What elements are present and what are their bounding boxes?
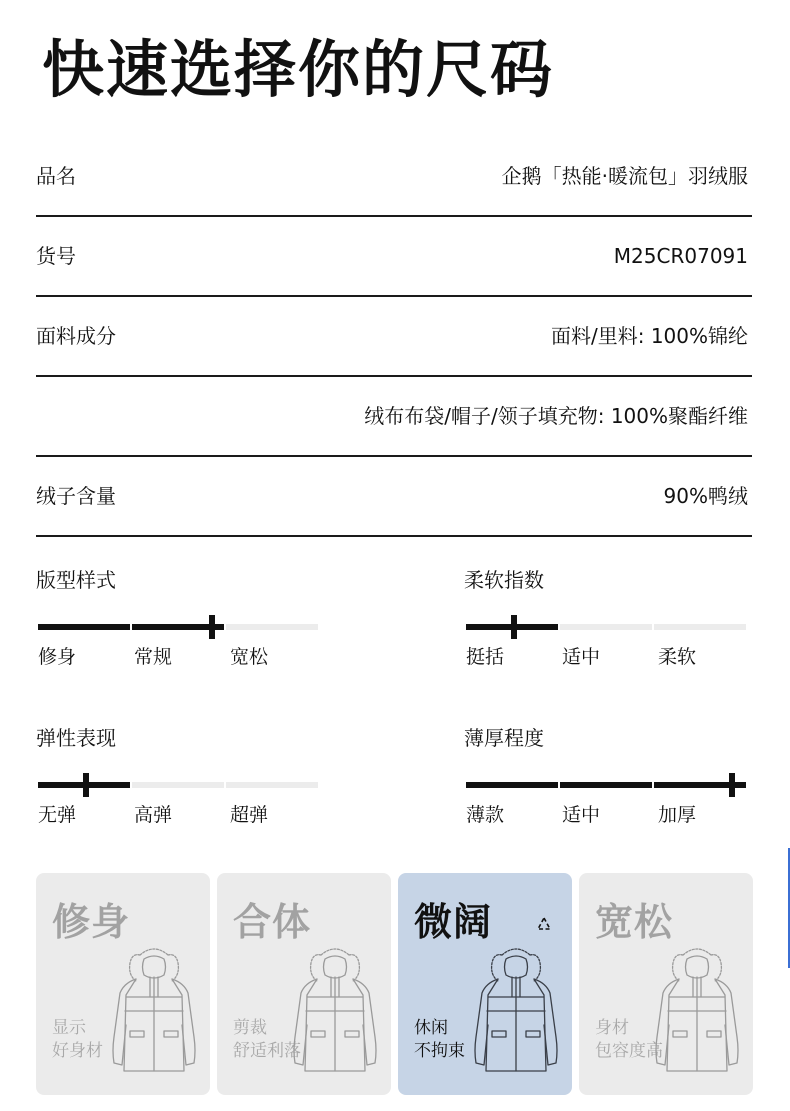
- scale-segment: [560, 624, 652, 630]
- scale-tick-label: 超弹: [230, 804, 269, 826]
- info-row-value: 面料/里料: 100%锦纶: [550, 324, 748, 348]
- fit-card-desc-line: 休闲: [414, 1018, 448, 1038]
- jacket-illustration-icon: [287, 935, 383, 1075]
- scale-tick-label: 无弹: [38, 804, 77, 826]
- scale-tick-label: 挺括: [466, 646, 505, 668]
- info-row-filling: [36, 377, 752, 457]
- scale-segment: [560, 782, 652, 788]
- info-row-label: 货号: [36, 244, 76, 268]
- scale-tick-label: 宽松: [230, 646, 269, 668]
- scale-title: 薄厚程度: [464, 726, 544, 750]
- scale-segment: [226, 782, 318, 788]
- scale-marker: [729, 773, 735, 797]
- scale-tick-label: 薄款: [466, 804, 505, 826]
- fit-card-desc-line: 好身材: [52, 1041, 103, 1061]
- scale-bar: [466, 624, 746, 630]
- info-row-label: 品名: [36, 164, 76, 188]
- info-row-item-number: [36, 217, 752, 297]
- scale-tick-label: 柔软: [658, 646, 697, 668]
- scale-tick-label: 适中: [562, 646, 601, 668]
- info-row-value: 企鹅「热能·暖流包」羽绒服: [501, 164, 748, 188]
- fit-card-relaxed[interactable]: [398, 873, 572, 1095]
- scale-bar: [466, 782, 746, 788]
- scale-tick-label: 常规: [134, 646, 173, 668]
- info-row-value: M25CR07091: [613, 244, 748, 268]
- info-row-label: 绒子含量: [36, 484, 116, 508]
- jacket-illustration-icon: [649, 935, 745, 1075]
- scale-segment: [38, 624, 130, 630]
- fit-card-title: 合体: [233, 900, 312, 944]
- fit-card-loose[interactable]: [579, 873, 753, 1095]
- info-row-value: 90%鸭绒: [663, 484, 748, 508]
- scale-elasticity: [36, 724, 318, 834]
- jacket-illustration-icon: [468, 935, 564, 1075]
- info-row-product-name: [36, 137, 752, 217]
- scale-segment: [226, 624, 318, 630]
- fit-card-desc-line: 包容度高: [595, 1041, 663, 1061]
- scale-bar: [38, 624, 318, 630]
- scale-title: 柔软指数: [464, 568, 544, 592]
- scale-marker: [209, 615, 215, 639]
- page-title: 快速选择你的尺码: [42, 33, 555, 106]
- recycle-icon: [534, 915, 554, 935]
- scale-title: 弹性表现: [36, 726, 116, 750]
- fit-card-desc-line: 身材: [595, 1018, 629, 1038]
- scale-tick-label: 修身: [38, 646, 77, 668]
- info-row-fabric: [36, 297, 752, 377]
- fit-card-title: 宽松: [595, 900, 674, 944]
- fit-card-regular[interactable]: [217, 873, 391, 1095]
- scale-marker: [511, 615, 517, 639]
- fit-card-title: 微阔: [414, 900, 493, 944]
- scale-tick-label: 适中: [562, 804, 601, 826]
- info-row-label: 面料成分: [36, 324, 116, 348]
- scale-segment: [132, 782, 224, 788]
- scale-fit-style: [36, 566, 318, 676]
- scale-segment: [654, 624, 746, 630]
- scale-segment: [466, 782, 558, 788]
- scale-title: 版型样式: [36, 568, 116, 592]
- scale-tick-label: 加厚: [658, 804, 697, 826]
- info-row-value: 绒布布袋/帽子/领子填充物: 100%聚酯纤维: [364, 404, 748, 428]
- info-row-down-content: [36, 457, 752, 537]
- jacket-illustration-icon: [106, 935, 202, 1075]
- scale-bar: [38, 782, 318, 788]
- fit-card-desc-line: 显示: [52, 1018, 86, 1038]
- fit-card-slim[interactable]: [36, 873, 210, 1095]
- fit-card-title: 修身: [52, 900, 131, 944]
- scale-marker: [83, 773, 89, 797]
- scale-thickness: [464, 724, 746, 834]
- scale-tick-label: 高弹: [134, 804, 173, 826]
- fit-card-desc-line: 不拘束: [414, 1041, 465, 1061]
- fit-card-desc-line: 舒适利落: [233, 1041, 301, 1061]
- fit-card-desc-line: 剪裁: [233, 1018, 267, 1038]
- scale-softness: [464, 566, 746, 676]
